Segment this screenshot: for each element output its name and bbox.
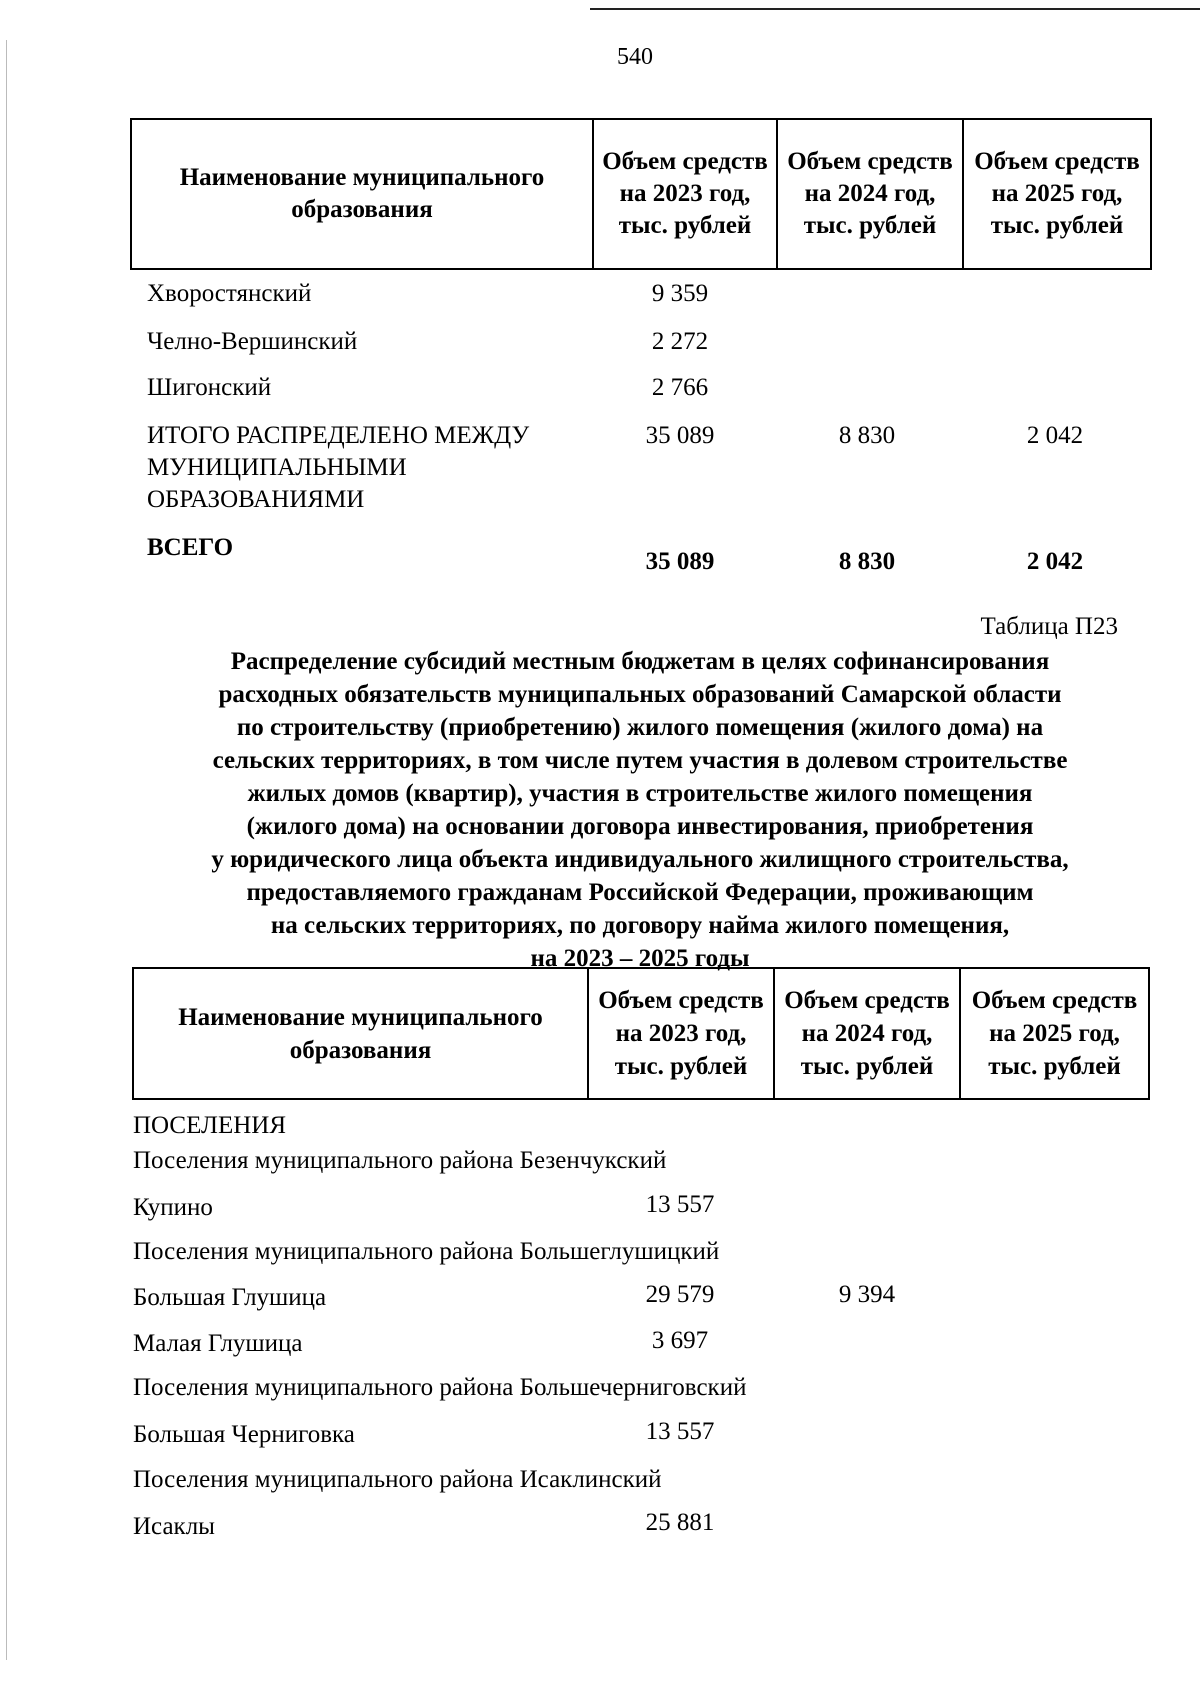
table1-header-2023: Объем средств на 2023 год, тыс. рублей [593,119,777,269]
row-value-2024: 8 830 [838,548,896,575]
table-row-total-distributed [0,422,1200,513]
row-name: Большая Глушица [133,1284,327,1311]
row-value-2023: 25 881 [645,1509,715,1536]
title-line: предоставляемого гражданам Российской Федерации, проживающим [246,879,1034,906]
table2-header-2023: Объем средств на 2023 год, тыс. рублей [588,968,774,1099]
row-name: Поселения муниципального района Безенчукский [133,1147,667,1174]
title-line: у юридического лица объекта индивидуального жилищного строительства, [211,846,1069,873]
row-name: Малая Глушица [133,1330,303,1357]
table2-header [132,967,1150,1100]
table-row [0,328,1200,364]
row-name: Поселения муниципального района Большеглушицкий [133,1238,720,1265]
table-row-grand-total [0,534,1200,575]
scan-edge-top [590,8,1200,10]
row-value-2023: 2 766 [651,374,709,401]
table-label: Таблица П23 [980,613,1118,640]
row-name: ВСЕГО [147,534,234,561]
row-name: Поселения муниципального района Исаклинский [133,1466,662,1493]
table2-header-2025: Объем средств на 2025 год, тыс. рублей [960,968,1149,1099]
row-name: Шигонский [147,374,272,401]
title-line: на 2023 – 2025 годы [530,945,750,972]
title-line: сельских территориях, в том числе путем участия в долевом строительстве [212,747,1068,774]
page-number: 540 [617,44,653,70]
row-name: ПОСЕЛЕНИЯ [133,1112,287,1139]
group-heading [0,1147,1200,1183]
row-name: Большая Черниговка [133,1421,355,1448]
title-line: расходных обязательств муниципальных образований Самарской области [218,681,1062,708]
row-name: Хворостянский [147,280,312,307]
row-value-2023: 13 557 [645,1191,715,1218]
table-row [0,280,1200,316]
table-row [0,1327,1200,1366]
row-value-2024: 8 830 [838,422,896,449]
table-row [0,1281,1200,1320]
table1-header-2025: Объем средств на 2025 год, тыс. рублей [963,119,1151,269]
row-name: Исаклы [133,1513,215,1540]
table-row [0,374,1200,410]
row-name: Поселения муниципального района Большечерниговский [133,1374,747,1401]
row-name: Купино [133,1194,213,1221]
title-line: (жилого дома) на основании договора инвестирования, приобретения [246,813,1034,840]
row-name: Челно-Вершинский [147,328,358,355]
table2-header-2024: Объем средств на 2024 год, тыс. рублей [774,968,960,1099]
row-value-2025: 2 042 [1026,548,1084,575]
group-heading [0,1374,1200,1410]
row-value-2023: 29 579 [645,1281,715,1308]
table1-header-name: Наименование муниципального образования [131,119,593,269]
title-line: по строительству (приобретению) жилого помещения (жилого дома) на [236,714,1044,741]
row-name: ИТОГО РАСПРЕДЕЛЕНО МЕЖДУ МУНИЦИПАЛЬНЫМИ ОБРАЗОВАНИЯМИ [147,422,530,513]
table-row [0,1509,1200,1549]
table-row [0,1418,1200,1457]
table1-header [130,118,1152,270]
row-value-2023: 9 359 [651,280,709,307]
group-heading [0,1466,1200,1502]
row-value-2023: 2 272 [651,328,709,355]
table1-header-2024: Объем средств на 2024 год, тыс. рублей [777,119,963,269]
group-heading [0,1238,1200,1274]
row-value-2023: 3 697 [651,1327,709,1354]
row-value-2023: 13 557 [645,1418,715,1445]
title-line: жилых домов (квартир), участия в строительстве жилого помещения [247,780,1033,807]
section-heading [0,1112,1200,1148]
table2-header-name: Наименование муниципального образования [133,968,588,1099]
row-value-2024: 9 394 [838,1281,896,1308]
title-line: Распределение субсидий местным бюджетам в целях софинансирования [230,648,1050,675]
title-line: на сельских территориях, по договору найма жилого помещения, [270,912,1010,939]
table-row [0,1191,1200,1230]
row-value-2023: 35 089 [645,548,715,575]
row-value-2023: 35 089 [645,422,715,449]
row-value-2025: 2 042 [1026,422,1084,449]
table-title [130,645,1150,975]
